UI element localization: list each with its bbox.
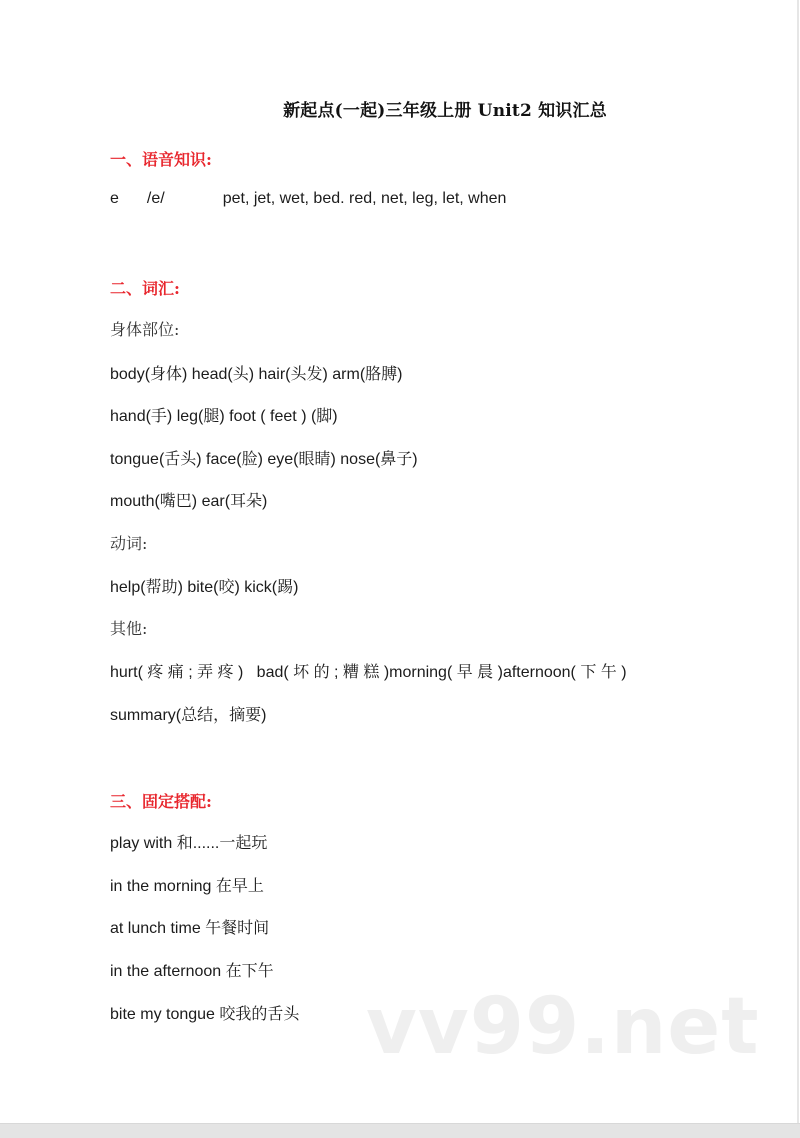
vocab-line: hand(手) leg(腿) foot ( feet ) (脚) <box>110 408 338 425</box>
phrase-line: play with 和......一起玩 <box>110 835 268 852</box>
phrase-line: in the morning 在早上 <box>110 878 264 895</box>
phrase-line: bite my tongue 咬我的舌头 <box>110 1006 300 1023</box>
section-heading-phrases: 三、固定搭配: <box>110 792 212 811</box>
vocab-line: help(帮助) bite(咬) kick(踢) <box>110 579 299 596</box>
section-heading-phonics: 一、语音知识: <box>110 150 212 169</box>
page-bottom-edge <box>0 1123 800 1138</box>
vocab-line: hurt( 疼 痛 ; 弄 疼 ) bad( 坏 的 ; 糟 糕 )morning( 早 晨 )afternoon( 下 午 ) <box>110 664 627 681</box>
phonics-line <box>110 190 506 208</box>
phrase-line: at lunch time 午餐时间 <box>110 920 270 937</box>
document-title <box>0 96 800 121</box>
vocab-line: summary(总结，摘要) <box>110 707 267 724</box>
vocab-line: tongue(舌头) face(脸) eye(眼睛) nose(鼻子) <box>110 451 418 468</box>
group-label-verbs: 动词: <box>110 534 148 553</box>
phrase-line: in the afternoon 在下午 <box>110 963 274 980</box>
vocab-line: mouth(嘴巴) ear(耳朵) <box>110 493 268 510</box>
group-label-others: 其他: <box>110 619 148 638</box>
phonics-letter: e <box>110 190 119 207</box>
phonics-sound: /e/ <box>146 190 165 207</box>
group-label-body-parts: 身体部位: <box>110 320 180 339</box>
title-text: 新起点(一起)三年级上册 Unit2 知识汇总 <box>283 101 607 121</box>
section-heading-vocabulary: 二、词汇: <box>110 279 180 298</box>
vocab-line: body(身体) head(头) hair(头发) arm(胳膊) <box>110 366 403 383</box>
phonics-words: pet, jet, wet, bed. red, net, leg, let, when <box>222 190 507 207</box>
watermark: vv99.net <box>366 982 760 1072</box>
